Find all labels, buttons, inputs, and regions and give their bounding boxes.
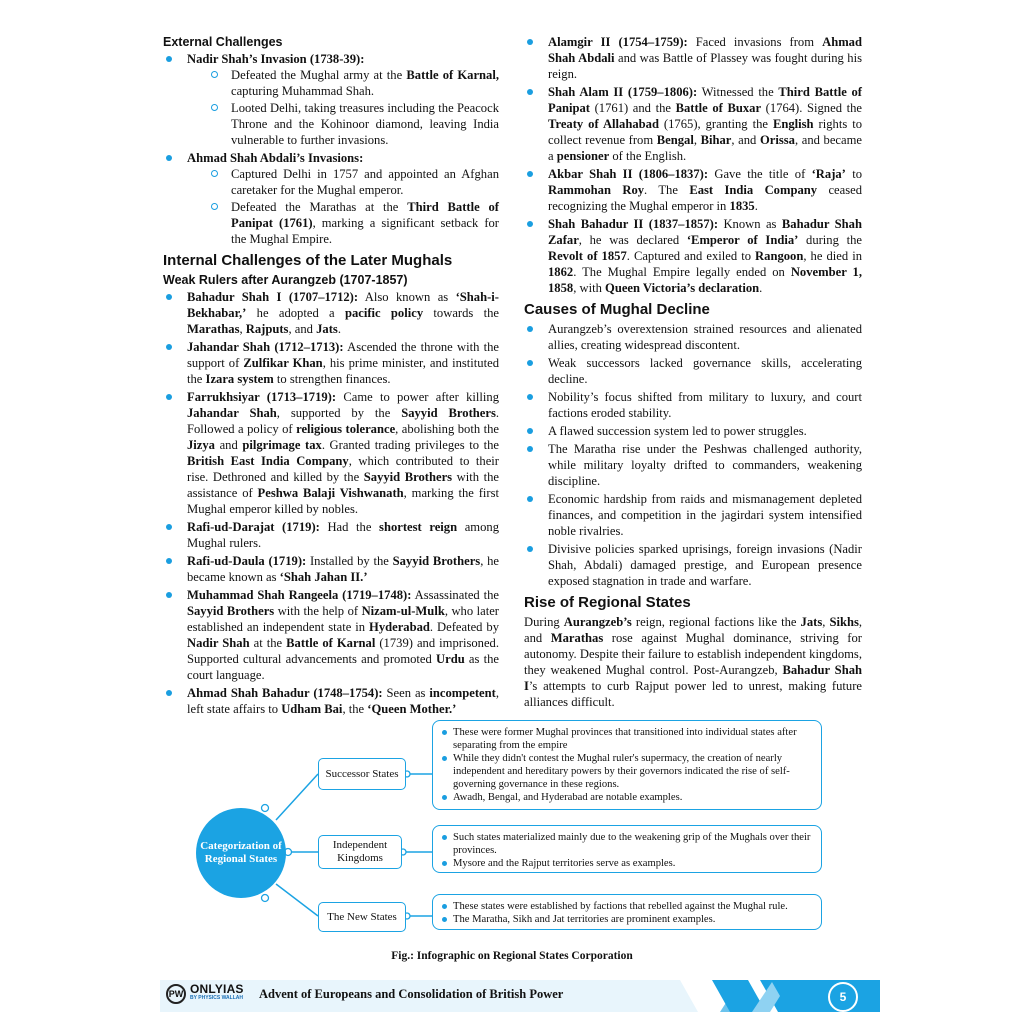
connector-new [276, 884, 318, 916]
new-states-node: The New States [318, 902, 406, 932]
list-item: Such states materialized mainly due to the weakening grip of the Mughals over their provinces. [441, 831, 813, 857]
list-item: The Maratha, Sikh and Jat territories are prominent examples. [441, 913, 813, 926]
list-item: Rafi-ud-Daula (1719): Installed by the Sayyid Brothers, he became known as ‘Shah Jahan II.’ [163, 553, 499, 585]
list-item: Rafi-ud-Darajat (1719): Had the shortest reign among Mughal rulers. [163, 519, 499, 551]
list-item: Jahandar Shah (1712–1713): Ascended the throne with the support of Zulfikar Khan, his prime minister, and instituted the Izara system to strengthen finances. [163, 339, 499, 387]
connector-dot [262, 805, 269, 812]
item-title: Ahmad Shah Abdali’s Invasions: [187, 151, 364, 165]
regional-states-heading: Rise of Regional States [524, 594, 691, 611]
list-item: Shah Bahadur II (1837–1857): Known as Bahadur Shah Zafar, he was declared ‘Emperor of India’ during the Revolt of 1857. Captured and exiled to Rangoon, he died in 1862. The Mughal Empire legally ended on November 1, 1858, with Queen Victoria’s declaration. [524, 216, 862, 296]
external-challenges-heading: External Challenges [163, 35, 283, 49]
sub-list-item: Looted Delhi, taking treasures including the Peacock Throne and the Kohinoor diamond, leaving India vulnerable to further invasions. [187, 100, 499, 148]
causes-heading: Causes of Mughal Decline [524, 301, 710, 318]
list-item: Bahadur Shah I (1707–1712): Also known as ‘Shah-i-Bekhabar,’ he adopted a pacific policy towards the Marathas, Rajputs, and Jats. [163, 289, 499, 337]
left-column [163, 34, 499, 719]
new-states-box [432, 894, 822, 930]
connector-successor [276, 774, 318, 820]
logo-text: ONLYIAS [190, 982, 244, 996]
pw-logo-icon: PW [166, 984, 186, 1004]
successor-states-node: Successor States [318, 758, 406, 790]
list-item [163, 150, 499, 247]
list-item: Alamgir II (1754–1759): Faced invasions from Ahmad Shah Abdali and was Battle of Plassey was fought during his reign. [524, 34, 862, 82]
page-number: 5 [828, 982, 858, 1012]
list-item: These were former Mughal provinces that transitioned into individual states after separating from the empire [441, 726, 813, 752]
external-challenges-list [163, 51, 499, 247]
list-item: Mysore and the Rajput territories serve as examples. [441, 857, 813, 870]
sub-list-item: Defeated the Marathas at the Third Battle of Panipat (1761), marking a significant setback for the Mughal Empire. [187, 199, 499, 247]
list-item [163, 51, 499, 148]
internal-challenges-heading: Internal Challenges of the Later Mughals [163, 252, 453, 269]
list-item: Ahmad Shah Bahadur (1748–1754): Seen as incompetent, left state affairs to Udham Bai, the ‘Queen Mother.’ [163, 685, 499, 717]
sub-list-item: Defeated the Mughal army at the Battle of Karnal, capturing Muhammad Shah. [187, 67, 499, 99]
onlyias-logo [166, 984, 244, 1004]
list-item: Aurangzeb’s overextension strained resources and alienated allies, creating widespread discontent. [524, 321, 862, 353]
regional-states-infographic [160, 716, 830, 948]
list-item: A flawed succession system led to power struggles. [524, 423, 862, 439]
list-item: Weak successors lacked governance skills, accelerating decline. [524, 355, 862, 387]
later-rulers-list [524, 34, 862, 296]
page-footer [160, 976, 880, 1012]
list-item: Akbar Shah II (1806–1837): Gave the title of ‘Raja’ to Rammohan Roy. The East India Company ceased recognizing the Mughal emperor in 1835. [524, 166, 862, 214]
categorization-center-node: Categorization of Regional States [196, 808, 286, 898]
item-title: Nadir Shah’s Invasion (1738-39): [187, 52, 365, 66]
list-item: Economic hardship from raids and mismanagement depleted finances, and competition in the jagirdari system intensified noble rivalries. [524, 491, 862, 539]
chapter-title: Advent of Europeans and Consolidation of British Power [259, 987, 564, 1001]
list-item: The Maratha rise under the Peshwas challenged authority, while military loyalty drifted to commanders, weakening discipline. [524, 441, 862, 489]
weak-rulers-heading: Weak Rulers after Aurangzeb (1707-1857) [163, 273, 408, 287]
list-item: Nobility’s focus shifted from military to luxury, and court factions eroded stability. [524, 389, 862, 421]
independent-kingdoms-box [432, 825, 822, 873]
figure-caption: Fig.: Infographic on Regional States Corporation [391, 950, 633, 962]
list-item: Awadh, Bengal, and Hyderabad are notable examples. [441, 791, 813, 804]
list-item: These states were established by factions that rebelled against the Mughal rule. [441, 900, 813, 913]
sub-list-item: Captured Delhi in 1757 and appointed an Afghan caretaker for the Mughal emperor. [187, 166, 499, 198]
regional-states-paragraph: During Aurangzeb’s reign, regional factions like the Jats, Sikhs, and Marathas rose against Mughal dominance, striving for autonomy. Despite their failure to establish independent kingdoms, they weakened Mughal control. Post-Aurangzeb, Bahadur Shah I’s attempts to curb Rajput power led to unrest, making future alliances difficult. [524, 615, 863, 709]
list-item: Farrukhsiyar (1713–1719): Came to power after killing Jahandar Shah, supported by the Sayyid Brothers. Followed a policy of religious tolerance, abolishing both the Jizya and pilgrimage tax. Granted trading privileges to the British East India Company, which contributed to their rise. Dethroned and killed by the Sayyid Brothers with the assistance of Peshwa Balaji Vishwanath, marking the first Mughal emperor killed by nobles. [163, 389, 499, 517]
logo-subtext: BY PHYSICS WALLAH [190, 995, 243, 1001]
causes-list [524, 321, 862, 589]
weak-rulers-list [163, 289, 499, 717]
independent-kingdoms-node: Independent Kingdoms [318, 835, 402, 869]
list-item: Muhammad Shah Rangeela (1719–1748): Assassinated the Sayyid Brothers with the help of Nizam-ul-Mulk, who later established an independent state in Hyderabad. Defeated by Nadir Shah at the Battle of Karnal (1739) and imprisoned. Supported cultural advancements and promoted Urdu as the court language. [163, 587, 499, 683]
connector-dot [262, 895, 269, 902]
right-column [524, 34, 862, 710]
list-item: Divisive policies sparked uprisings, foreign invasions (Nadir Shah, Abdali) damaged prestige, and European presence exposed stagnation in trade and warfare. [524, 541, 862, 589]
list-item: Shah Alam II (1759–1806): Witnessed the Third Battle of Panipat (1761) and the Battle of Buxar (1764). Signed the Treaty of Allahabad (1765), granting the English rights to collect revenue from Bengal, Bihar, and Orissa, and became a pensioner of the English. [524, 84, 862, 164]
list-item: While they didn't contest the Mughal ruler's supermacy, the creation of nearly independent and hereditary powers by their governors indicated the rise of self-governing governance in these regions. [441, 752, 813, 791]
successor-states-box [432, 720, 822, 810]
